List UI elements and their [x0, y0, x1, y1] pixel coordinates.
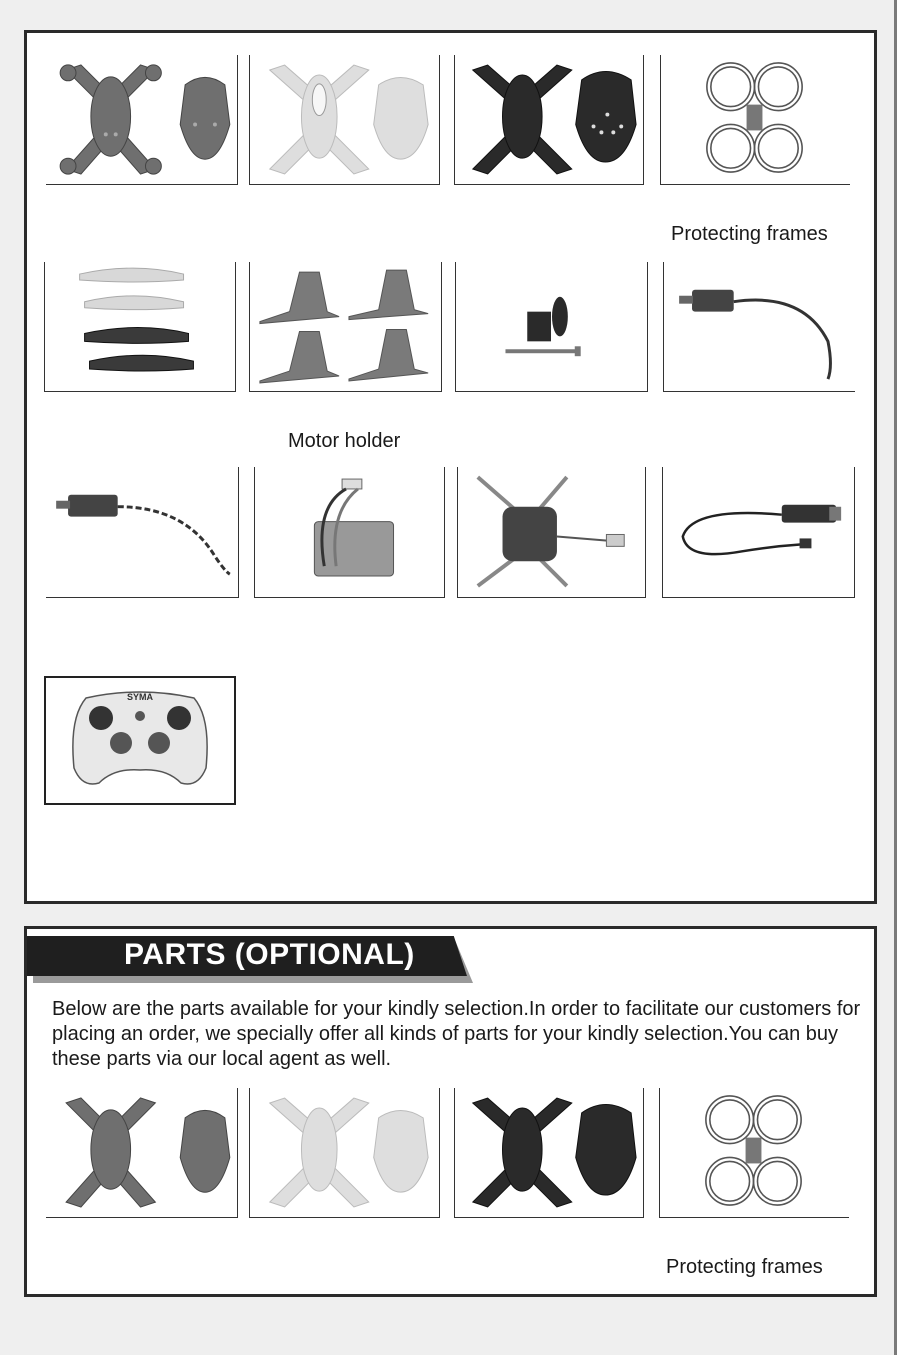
caption-protecting-frames: Protecting frames — [666, 1256, 823, 1278]
part-battery — [254, 467, 445, 598]
part-protecting-frames — [660, 55, 850, 185]
body-shell-white-image — [250, 1088, 439, 1217]
caption-protecting-frames: Protecting frames — [671, 223, 828, 245]
optional-part-body-shell-white — [249, 1088, 440, 1218]
part-body-shell-red — [46, 55, 238, 185]
body-shell-black-image — [455, 55, 643, 184]
parts-list-panel — [24, 30, 877, 904]
part-body-shell-black — [454, 55, 644, 185]
part-motor-holder — [249, 262, 442, 392]
main-blades-image — [45, 262, 235, 391]
section-title: PARTS (OPTIONAL) — [124, 938, 415, 971]
part-gear-set — [455, 262, 648, 392]
part-main-blades — [44, 262, 236, 392]
body-shell-white-image — [250, 55, 439, 184]
usb-charger-image — [663, 467, 854, 597]
part-usb-charger — [662, 467, 855, 598]
section-banner — [27, 936, 474, 980]
motor-a-image — [664, 262, 855, 391]
intro-paragraph: Below are the parts available for your kindly selection.In order to facilitate our customers for placing an order, we specially offer all kinds of parts for your kindly selection.You can buy these parts via our local agent as well. — [52, 998, 861, 1070]
motor-holder-image — [250, 262, 441, 391]
receiver-board-image — [458, 467, 645, 597]
gear-set-image — [456, 262, 647, 391]
part-motor-b — [46, 467, 239, 598]
caption-motor-holder: Motor holder — [288, 430, 401, 452]
optional-part-protecting-frames — [659, 1088, 849, 1218]
transmitter-image — [46, 678, 234, 803]
motor-b-image — [46, 467, 238, 597]
body-shell-black-image — [455, 1088, 643, 1217]
body-shell-red-image — [46, 55, 237, 184]
optional-part-body-shell-black — [454, 1088, 644, 1218]
optional-parts-panel — [24, 926, 877, 1297]
body-shell-red-image — [46, 1088, 237, 1217]
optional-part-body-shell-red — [46, 1088, 238, 1218]
battery-image — [255, 467, 444, 597]
transmitter-brand: SYMA — [126, 692, 154, 702]
part-receiver-board — [457, 467, 646, 598]
part-body-shell-white — [249, 55, 440, 185]
part-transmitter — [44, 676, 236, 805]
protecting-frames-image — [661, 55, 850, 184]
part-motor-a — [663, 262, 855, 392]
protecting-frames-image — [660, 1088, 849, 1217]
